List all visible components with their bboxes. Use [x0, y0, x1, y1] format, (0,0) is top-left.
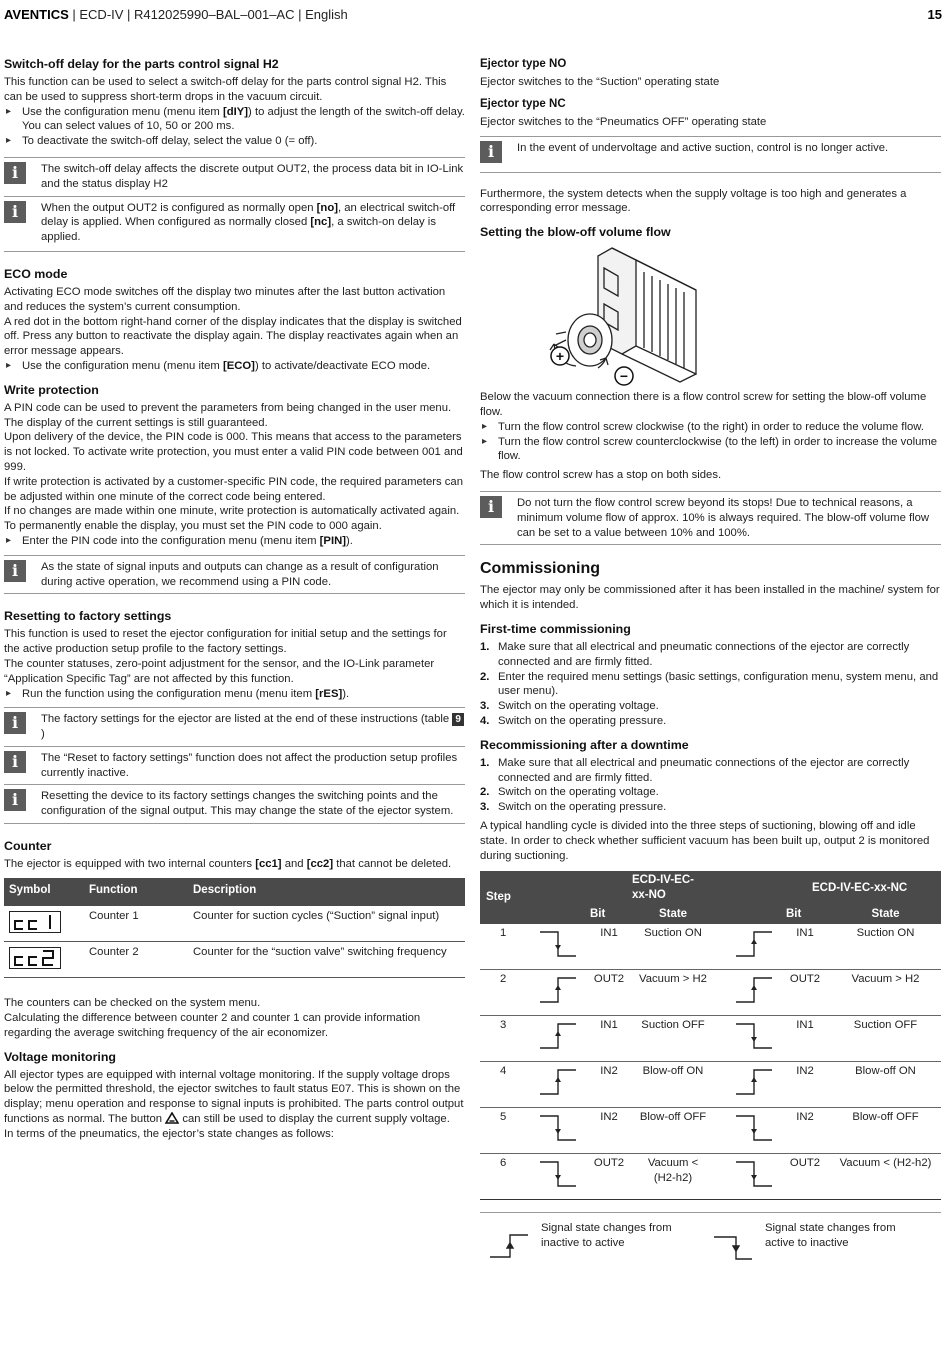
bit-cell: IN2 — [584, 1062, 634, 1108]
paragraph: A typical handling cycle is divided into the three steps of suctioning, blowing off and idle state. In order to check whether sufficient vacuum has been built up, output 2 is monitored during suctioning. — [480, 819, 930, 862]
info-note — [4, 707, 465, 746]
text: Switch on the operating pressure. — [498, 714, 667, 727]
text: can still be used to display the current supply voltage. — [179, 1112, 450, 1125]
falling-edge-icon — [532, 924, 584, 970]
table-row — [480, 1108, 941, 1154]
note-text: Resetting the device to its factory settings changes the switching points and the configuration of the signal output. This may change the state of the ejector system. — [41, 790, 454, 818]
text: ) to activate/deactivate ECO mode. — [254, 359, 431, 372]
paragraph: The counters can be checked on the system menu. — [4, 997, 261, 1010]
paragraph: Calculating the difference between counter 2 and counter 1 can provide information regarding the average switching frequency of the air economizer. — [4, 1011, 421, 1039]
symbol-cell — [4, 942, 84, 978]
info-note — [480, 491, 941, 545]
state-cell: Vacuum > H2 — [830, 970, 941, 1016]
text: Make sure that all electrical and pneumatic connections of the ejector are correctly connected and are firmly fitted. — [498, 756, 910, 784]
bullet-item — [4, 134, 465, 149]
text: Make sure that all electrical and pneumatic connections of the ejector are correctly connected and are firmly fitted. — [498, 640, 910, 668]
column-header: Symbol — [4, 878, 84, 906]
rising-edge-icon — [532, 1016, 584, 1062]
section-title-blow-off: Setting the blow-off volume flow — [480, 225, 671, 240]
info-note — [4, 746, 465, 785]
state-cell: Vacuum < (H2-h2) — [634, 1154, 712, 1200]
bullet-item — [480, 420, 941, 435]
info-icon: i — [480, 141, 502, 163]
bit-cell: IN2 — [780, 1062, 830, 1108]
paragraph: This function is used to reset the ejector configuration for initial setup and the settings for the active production setup profile to the factory settings. — [4, 628, 447, 656]
list-item: 3. Switch on the operating pressure. — [480, 801, 667, 814]
table-row — [480, 970, 941, 1016]
note-text: In the event of undervoltage and active suction, control is no longer active. — [517, 141, 889, 154]
bit-cell: IN2 — [780, 1108, 830, 1154]
bullet-item — [4, 687, 465, 702]
symbol-cell — [4, 906, 84, 942]
text: All ejector types are equipped with internal voltage monitoring. If the supply voltage drops below the permitted threshold, the ejector switches to fault status E07. This is shown on the display; menu operation and response to signal inputs is prohibited. The parts control output functions as normal. The button — [4, 1068, 464, 1125]
left-column — [4, 56, 465, 1142]
paragraph — [4, 857, 465, 872]
lcd-cc2-icon — [9, 947, 61, 969]
text: ) — [41, 728, 45, 741]
info-icon: i — [4, 751, 26, 773]
subsection-title-first-time: First-time commissioning — [480, 621, 631, 636]
section-title-counter: Counter — [4, 839, 52, 854]
step-cell: 4 — [480, 1062, 532, 1108]
paragraph: The flow control screw has a stop on both sides. — [480, 469, 722, 482]
step-cell: 2 — [480, 970, 532, 1016]
step-cell: 3 — [480, 1016, 532, 1062]
text: To deactivate the switch-off delay, select the value 0 (= off). — [22, 135, 318, 148]
flow-control-screw-illustration — [546, 246, 726, 386]
info-icon: i — [4, 560, 26, 582]
paragraph: Ejector switches to the “Pneumatics OFF” operating state — [480, 115, 767, 128]
menu-item-code: [PIN] — [319, 534, 347, 547]
function-cell: Counter 2 — [84, 942, 188, 978]
info-note — [4, 157, 465, 196]
note-text: As the state of signal inputs and outputs can change as a result of configuration during active operation, we recommend using a PIN code. — [41, 560, 439, 588]
text: [no] — [316, 201, 338, 214]
legend-falling-label: Signal state changes from active to inactive — [765, 1222, 896, 1249]
column-header: ECD-IV-EC-xx-NO — [532, 871, 712, 905]
text: Use the configuration menu (menu item — [22, 359, 223, 372]
column-header: ECD-IV-EC-xx-NC — [712, 871, 941, 905]
column-header: Bit — [584, 905, 634, 924]
state-cell: Vacuum < (H2-h2) — [830, 1154, 941, 1200]
document-title: | ECD-IV | R412025990–BAL–001–AC | English — [68, 7, 348, 22]
info-note — [4, 555, 465, 595]
text: Enter the required menu settings (basic settings, configuration menu, system menu, and user menu). — [498, 670, 939, 698]
text: Turn the flow control screw counterclockwise (to the left) in order to increase the volume flow. — [498, 435, 938, 463]
first-time-steps — [480, 640, 941, 729]
state-cell: Blow-off ON — [634, 1062, 712, 1108]
bullet-item — [4, 105, 465, 135]
bullet-item — [480, 435, 941, 465]
warning-triangle-icon — [165, 1112, 179, 1124]
bit-cell: IN1 — [780, 924, 830, 970]
info-note — [4, 196, 465, 252]
subsection-title-recommissioning: Recommissioning after a downtime — [480, 737, 689, 752]
paragraph: In terms of the pneumatics, the ejector’s state changes as follows: — [4, 1127, 334, 1140]
rising-edge-icon — [712, 924, 780, 970]
menu-item-code: [rES] — [315, 687, 343, 700]
description-cell: Counter for the “suction valve” switching frequency — [188, 942, 465, 978]
subsection-title-ejector-nc: Ejector type NC — [480, 97, 566, 110]
bit-cell: IN1 — [584, 924, 634, 970]
bit-cell: IN1 — [584, 1016, 634, 1062]
bit-cell: OUT2 — [780, 970, 830, 1016]
table-row — [480, 1154, 941, 1200]
state-cell: Suction ON — [830, 924, 941, 970]
minus-label: − — [619, 368, 629, 385]
falling-edge-icon — [712, 1154, 780, 1200]
list-item: 4. Switch on the operating pressure. — [480, 714, 667, 727]
text: ) to adjust the length of the switch-off delay. — [248, 105, 465, 118]
description-cell: Counter for suction cycles (“Suction” signal input) — [188, 906, 465, 942]
falling-edge-icon — [714, 1237, 752, 1259]
rising-edge-icon — [712, 1062, 780, 1108]
list-item: 1. Make sure that all electrical and pneumatic connections of the ejector are correctly connected and are firmly fitted. — [480, 640, 910, 668]
column-header: Bit — [780, 905, 830, 924]
right-column — [480, 56, 941, 1272]
plus-label: + — [555, 348, 565, 365]
paragraph — [4, 1068, 465, 1127]
step-cell: 6 — [480, 1154, 532, 1200]
text: Enter the PIN code into the configuration menu (menu item — [22, 534, 320, 547]
info-icon: i — [4, 201, 26, 223]
step-cell: 1 — [480, 924, 532, 970]
text: [nc] — [310, 216, 332, 229]
subsection-title-ejector-no: Ejector type NO — [480, 58, 567, 70]
paragraph: Furthermore, the system detects when the supply voltage is too high and generates a corresponding error message. — [480, 187, 907, 215]
recommissioning-steps — [480, 756, 941, 815]
paragraph: Ejector switches to the “Suction” operating state — [480, 76, 720, 88]
column-header: Function — [84, 878, 188, 906]
text: Use the configuration menu (menu item — [22, 105, 223, 118]
paragraph: A PIN code can be used to prevent the parameters from being changed in the user menu. The display of the current settings is still guaranteed. — [4, 401, 452, 429]
section-title-write-protection: Write protection — [4, 382, 99, 397]
text: Run the function using the configuration menu (menu item — [22, 687, 316, 700]
text: Switch on the operating voltage. — [498, 700, 659, 713]
lcd-cc1-icon — [9, 911, 61, 933]
state-cell: Vacuum > H2 — [634, 970, 712, 1016]
signal-legend — [480, 1212, 941, 1272]
info-icon: i — [4, 162, 26, 184]
rising-edge-icon — [532, 1062, 584, 1108]
info-icon: i — [4, 789, 26, 811]
page-number: 15 — [927, 7, 942, 22]
note-text — [41, 712, 465, 742]
info-note — [480, 136, 941, 173]
column-header: Step — [480, 871, 532, 923]
table-reference-badge: 9 — [452, 713, 464, 726]
paragraph: This function can be used to select a switch-off delay for the parts control signal H2. This can be used to suppress short-term drops in the vacuum circuit. — [4, 76, 447, 103]
column-header: Description — [188, 878, 465, 906]
section-title-factory-reset: Resetting to factory settings — [4, 609, 172, 624]
falling-edge-icon — [712, 1016, 780, 1062]
text: , a switch-on delay is applied. — [41, 216, 436, 244]
step-cell: 5 — [480, 1108, 532, 1154]
bit-cell: IN2 — [584, 1108, 634, 1154]
paragraph: Upon delivery of the device, the PIN code is 000. This means that access to the parameters is not locked. To activate write protection, you must enter a valid PIN code between 001 and 999. — [4, 431, 463, 473]
bit-cell: OUT2 — [584, 970, 634, 1016]
falling-edge-icon — [532, 1108, 584, 1154]
menu-item-code: [ECO] — [222, 359, 255, 372]
bit-cell: OUT2 — [780, 1154, 830, 1200]
table-row — [4, 906, 465, 942]
section-title-eco-mode: ECO mode — [4, 266, 68, 281]
note-text — [41, 201, 465, 245]
paragraph: Below the vacuum connection there is a flow control screw for setting the blow-off volume flow. — [480, 391, 927, 418]
column-header: State — [634, 905, 712, 924]
note-text: Do not turn the flow control screw beyond its stops! Due to technical reasons, a minimum volume flow of approx. 10% is always required. The blow-off volume flow can be set to a value between 10% and 100%. — [517, 496, 930, 539]
info-note — [4, 784, 465, 824]
rising-edge-icon — [532, 970, 584, 1016]
text: , an electrical switch-off delay is applied. When configured as normally closed — [41, 201, 456, 229]
state-cell: Blow-off ON — [830, 1062, 941, 1108]
paragraph: If no changes are made within one minute, write protection is automatically activated again. To permanently enable the display, you must set the PIN code to 000 again. — [4, 505, 460, 533]
list-item: 2. Enter the required menu settings (basic settings, configuration menu, system menu, and user menu). — [480, 670, 939, 698]
rising-edge-icon — [490, 1235, 528, 1257]
text: ). — [346, 534, 353, 547]
function-cell: Counter 1 — [84, 906, 188, 942]
table-row — [480, 1016, 941, 1062]
paragraph: The ejector may only be commissioned after it has been installed in the machine/ system for which it is intended. — [480, 584, 940, 612]
text: and — [281, 858, 307, 871]
text: You can select values of 10, 50 or 200 ms. — [22, 120, 235, 133]
text: [cc1] — [255, 858, 282, 871]
info-icon: i — [4, 712, 26, 734]
text: Switch on the operating voltage. — [498, 786, 659, 799]
falling-edge-icon — [532, 1154, 584, 1200]
bullet-item — [4, 359, 465, 374]
paragraph: Activating ECO mode switches off the display two minutes after the last button activation and reduces the system’s current consumption. — [4, 285, 446, 313]
menu-item-code: [dIY] — [222, 105, 249, 118]
state-cell: Blow-off OFF — [634, 1108, 712, 1154]
table-row — [480, 924, 941, 970]
state-cell: Blow-off OFF — [830, 1108, 941, 1154]
state-cell: Suction OFF — [830, 1016, 941, 1062]
text: Turn the flow control screw clockwise (to the right) in order to reduce the volume flow. — [498, 420, 924, 433]
text: that cannot be deleted. — [333, 858, 452, 871]
list-item: 2. Switch on the operating voltage. — [480, 786, 659, 799]
state-cell: Suction OFF — [634, 1016, 712, 1062]
text: When the output OUT2 is configured as normally open — [41, 201, 317, 214]
table-row — [480, 1062, 941, 1108]
section-title-commissioning: Commissioning — [480, 560, 601, 578]
table-row — [4, 942, 465, 978]
text: ). — [342, 687, 350, 700]
counter-table — [4, 878, 465, 978]
page-header — [4, 8, 942, 26]
note-text: The “Reset to factory settings” function does not affect the production setup profiles currently inactive. — [41, 751, 458, 779]
signal-table — [480, 871, 941, 1200]
state-cell: Suction ON — [634, 924, 712, 970]
text: The factory settings for the ejector are listed at the end of these instructions (table — [41, 713, 453, 726]
text: The ejector is equipped with two internal counters — [4, 858, 256, 871]
list-item: 3. Switch on the operating voltage. — [480, 700, 659, 713]
paragraph: The counter statuses, zero-point adjustment for the sensor, and the IO-Link parameter “Application Specific Tag” are not affected by this function. — [4, 657, 435, 685]
text: Switch on the operating pressure. — [498, 801, 667, 814]
list-item: 1. Make sure that all electrical and pneumatic connections of the ejector are correctly connected and are firmly fitted. — [480, 756, 910, 784]
info-icon: i — [480, 496, 502, 518]
bit-cell: IN1 — [780, 1016, 830, 1062]
paragraph: A red dot in the bottom right-hand corner of the display indicates that the display is switched off. Press any button to reactivate the display again. The display reactivates again when an error message appears. — [4, 315, 462, 358]
falling-edge-icon — [712, 1108, 780, 1154]
bullet-item — [4, 534, 465, 549]
column-header: State — [830, 905, 941, 924]
text: [cc2] — [306, 858, 334, 871]
paragraph: If write protection is activated by a customer-specific PIN code, the required parameters can be adjusted within one minute of the correct code being entered. — [4, 475, 463, 503]
section-title-voltage-monitoring: Voltage monitoring — [4, 1049, 116, 1064]
note-text: The switch-off delay affects the discrete output OUT2, the process data bit in IO-Link and the status display H2 — [41, 162, 464, 190]
section-title-switch-off-delay: Switch-off delay for the parts control signal H2 — [4, 57, 279, 71]
legend-rising-label: Signal state changes from inactive to active — [541, 1222, 672, 1249]
brand-name: AVENTICS — [4, 7, 69, 22]
rising-edge-icon — [712, 970, 780, 1016]
bit-cell: OUT2 — [584, 1154, 634, 1200]
